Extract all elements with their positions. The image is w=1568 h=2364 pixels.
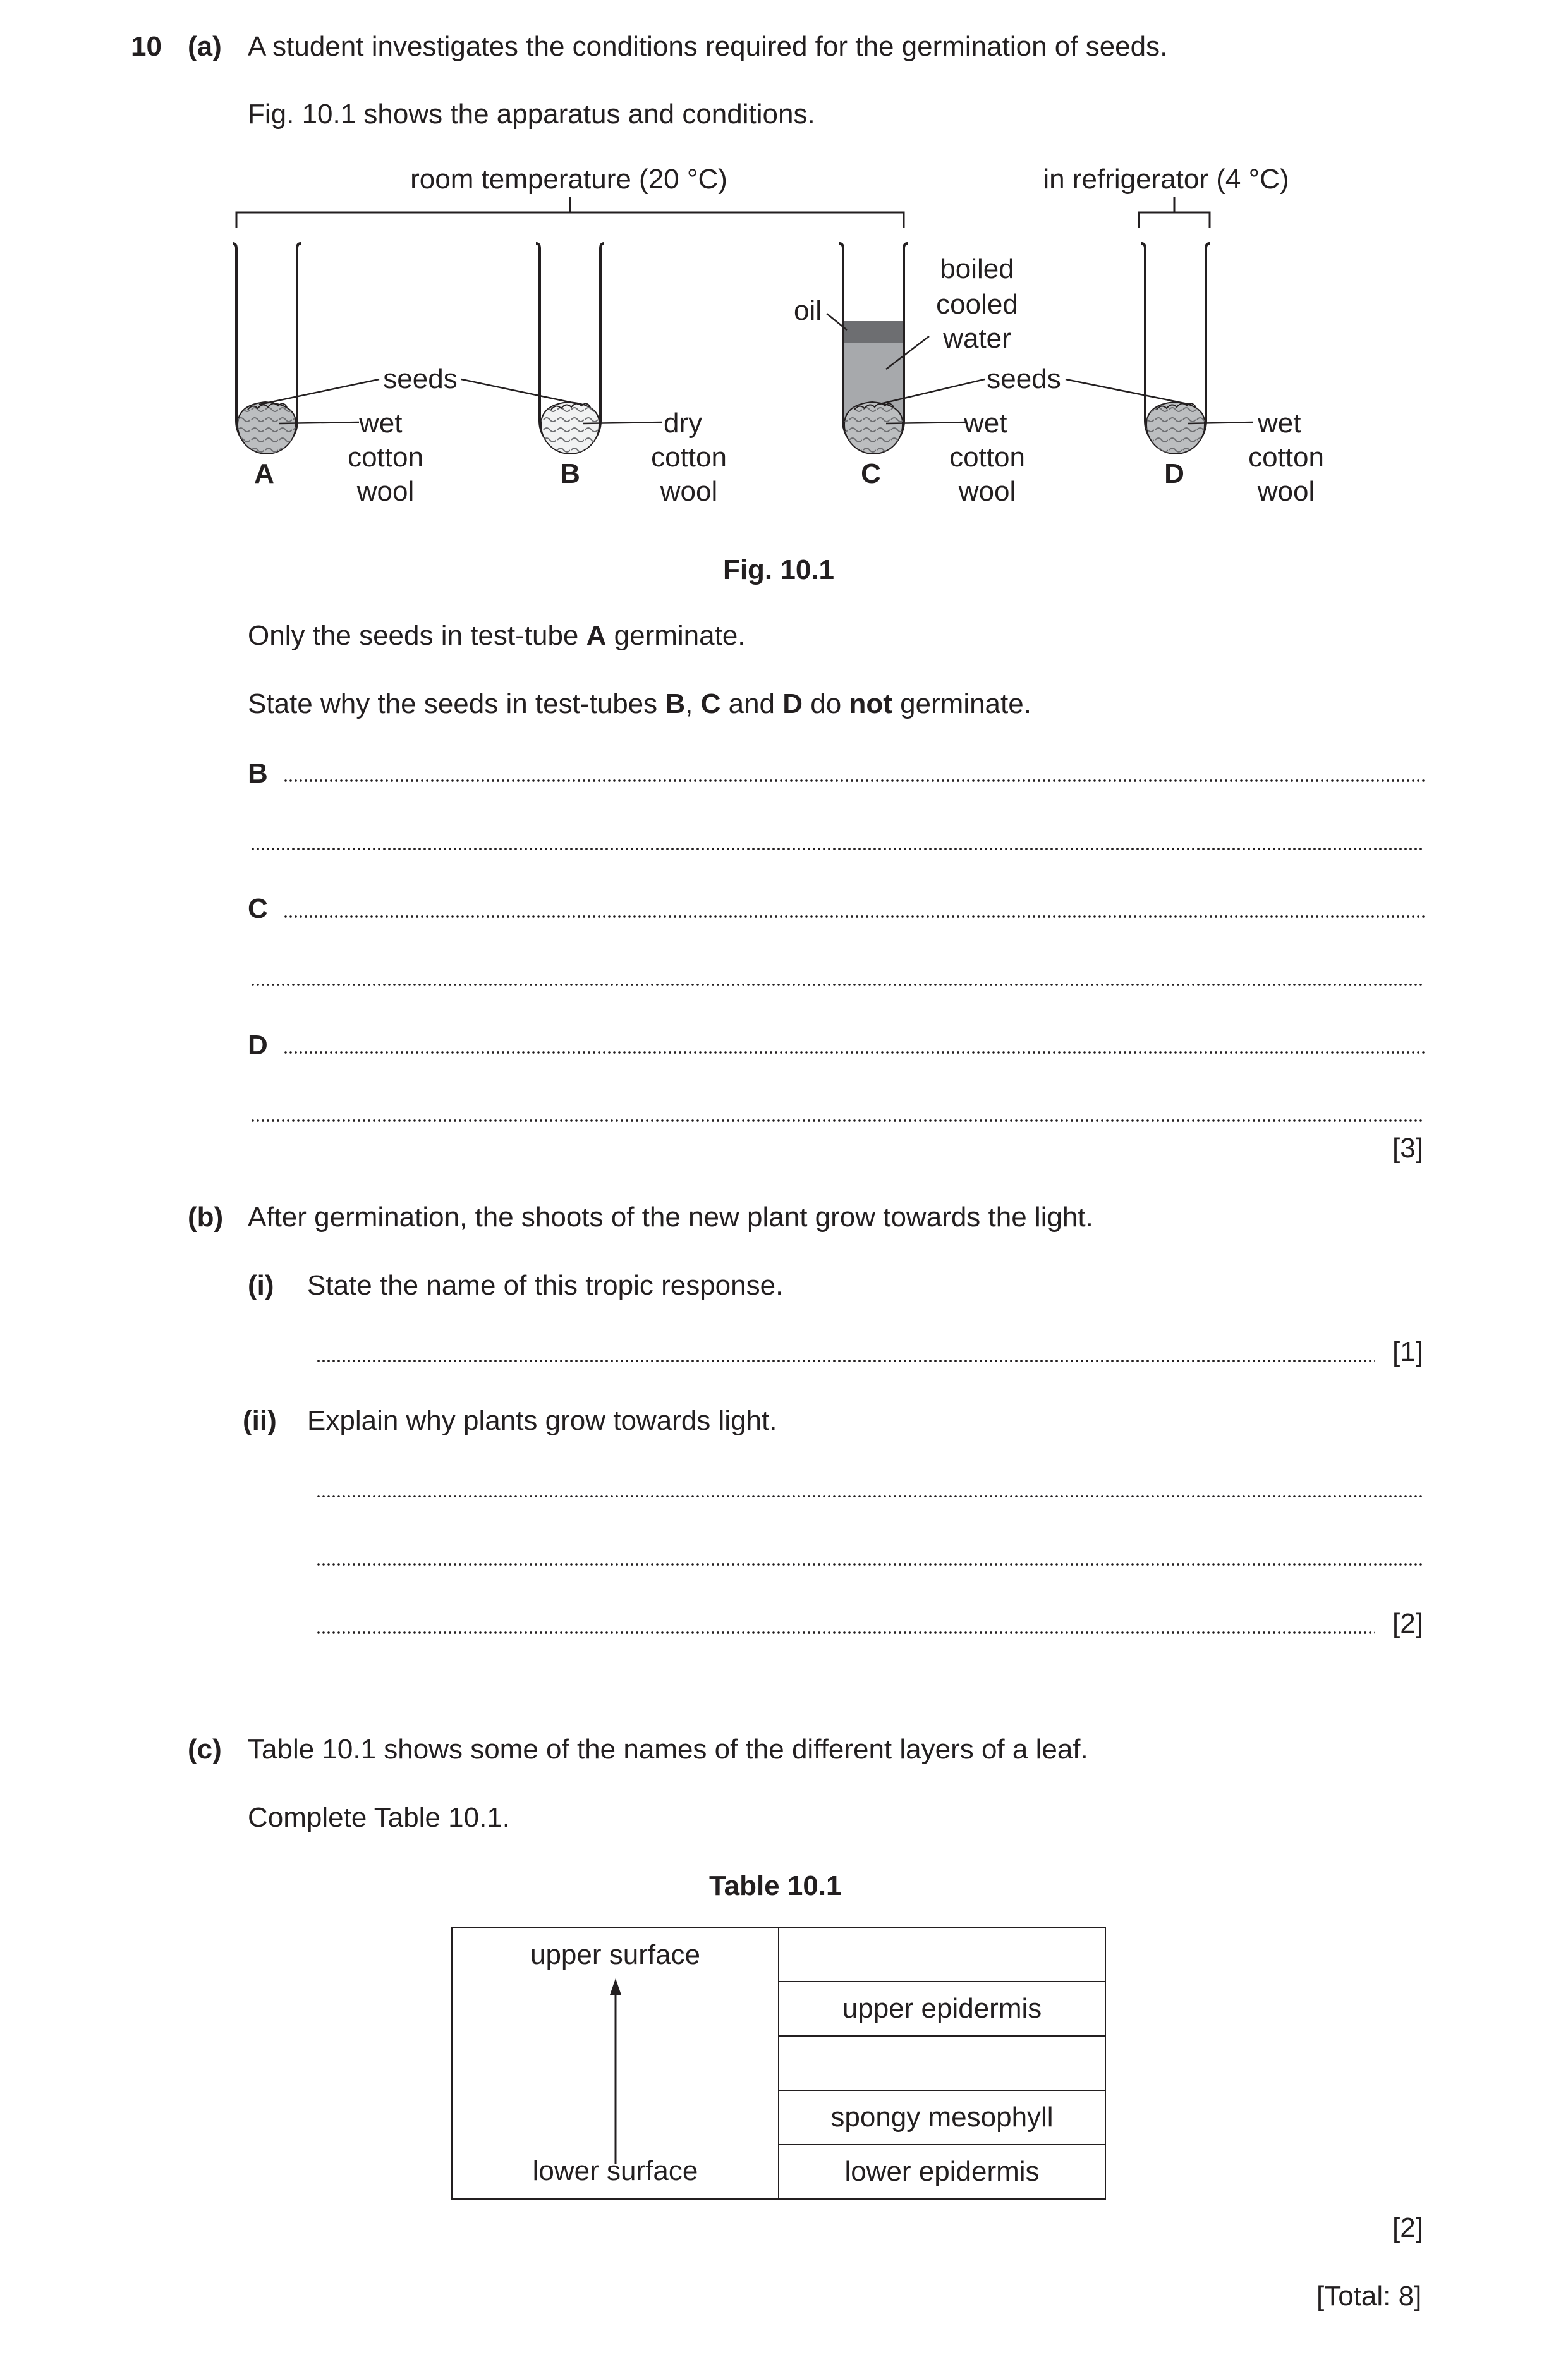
- part-b-ii-marks: [2]: [1392, 1608, 1423, 1639]
- water-label: water: [943, 323, 1011, 354]
- wool-label-d: wool: [1257, 476, 1315, 507]
- layer-cell-lower-epidermis: lower epidermis: [779, 2145, 1105, 2199]
- part-a-label: (a): [188, 31, 222, 62]
- dry-label-b: dry: [664, 408, 703, 439]
- cotton-label-d: cotton: [1248, 442, 1324, 473]
- wool-label-b: wool: [660, 476, 718, 507]
- refrigerator-label: in refrigerator (4 °C): [1043, 164, 1289, 195]
- part-a-task: State why the seeds in test-tubes B, C and D do not germinate.: [248, 688, 1031, 719]
- part-b-i-label: (i): [248, 1270, 274, 1301]
- answer-line-b-1[interactable]: [283, 779, 1425, 783]
- part-c-task: Complete Table 10.1.: [248, 1802, 511, 1833]
- room-temperature-bracket: [236, 197, 904, 228]
- figure-intro: Fig. 10.1 shows the apparatus and conditions.: [248, 99, 815, 130]
- cotton-label-c: cotton: [949, 442, 1025, 473]
- cooled-label: cooled: [936, 289, 1018, 320]
- answer-line-c-2[interactable]: [250, 983, 1425, 987]
- oil-label: oil: [794, 295, 822, 326]
- part-c-marks: [2]: [1392, 2212, 1423, 2243]
- tube-letter-b: B: [560, 458, 580, 489]
- lower-surface-label: lower surface: [532, 2155, 698, 2186]
- wet-label-c: wet: [964, 408, 1007, 439]
- test-tube-c: [839, 243, 908, 454]
- figure-10-1: [0, 0, 1568, 607]
- answer-line-b-ii-2[interactable]: [316, 1563, 1425, 1566]
- seeds-label-right: seeds: [987, 363, 1061, 394]
- room-temperature-label: room temperature (20 °C): [410, 164, 727, 195]
- test-tube-a: [233, 243, 301, 454]
- part-c-label: (c): [188, 1734, 222, 1765]
- answer-line-b-2[interactable]: [250, 847, 1425, 851]
- part-b-ii-text: Explain why plants grow towards light.: [307, 1405, 777, 1436]
- wet-label-a: wet: [359, 408, 403, 439]
- answer-line-b-ii-1[interactable]: [316, 1494, 1425, 1498]
- oil-layer: [843, 321, 904, 343]
- part-b-i-marks: [1]: [1392, 1336, 1423, 1367]
- table-title: Table 10.1: [709, 1870, 842, 1901]
- answer-line-d-2[interactable]: [250, 1119, 1425, 1123]
- refrigerator-bracket: [1139, 197, 1210, 228]
- only-a-germinate-statement: Only the seeds in test-tube A germinate.: [248, 620, 746, 651]
- layer-cell-blank-top[interactable]: [779, 1927, 1105, 1982]
- cotton-label-a: cotton: [348, 442, 423, 473]
- boiled-label: boiled: [940, 253, 1014, 284]
- part-b-intro: After germination, the shoots of the new plant grow towards the light.: [248, 1202, 1093, 1233]
- cotton-label-b: cotton: [651, 442, 727, 473]
- part-b-ii-label: (ii): [243, 1405, 277, 1436]
- wool-label-a: wool: [356, 476, 415, 507]
- layer-cell-blank-middle[interactable]: [779, 2036, 1105, 2090]
- total-marks: [Total: 8]: [1316, 2281, 1422, 2312]
- part-c-intro: Table 10.1 shows some of the names of the different layers of a leaf.: [248, 1734, 1088, 1765]
- leaf-layers-table: [451, 1927, 1106, 2200]
- wool-label-c: wool: [958, 476, 1016, 507]
- test-tube-d: [1141, 243, 1210, 454]
- tube-letter-a: A: [254, 458, 274, 489]
- answer-label-d: D: [248, 1030, 268, 1061]
- part-a-intro: A student investigates the conditions required for the germination of seeds.: [248, 31, 1168, 62]
- part-b-label: (b): [188, 1202, 224, 1233]
- layer-cell-upper-epidermis: upper epidermis: [779, 1982, 1105, 2036]
- tube-letter-c: C: [861, 458, 881, 489]
- upper-surface-label: upper surface: [530, 1939, 701, 1970]
- up-arrow-icon: [606, 1978, 625, 2168]
- answer-line-b-ii-3[interactable]: [316, 1631, 1375, 1635]
- test-tube-b: [536, 243, 604, 454]
- question-number: 10: [131, 31, 162, 62]
- answer-label-b: B: [248, 758, 268, 789]
- answer-label-c: C: [248, 893, 268, 924]
- seeds-label-left: seeds: [383, 363, 458, 394]
- part-b-i-text: State the name of this tropic response.: [307, 1270, 784, 1301]
- answer-line-b-i[interactable]: [316, 1359, 1375, 1363]
- tube-letter-d: D: [1164, 458, 1184, 489]
- figure-caption: Fig. 10.1: [722, 554, 835, 585]
- surface-orientation-cell: [452, 1927, 779, 2199]
- answer-line-c-1[interactable]: [283, 915, 1425, 918]
- wet-label-d: wet: [1258, 408, 1301, 439]
- part-a-marks: [3]: [1392, 1133, 1423, 1164]
- layer-cell-spongy-mesophyll: spongy mesophyll: [779, 2090, 1105, 2145]
- answer-line-d-1[interactable]: [283, 1051, 1425, 1054]
